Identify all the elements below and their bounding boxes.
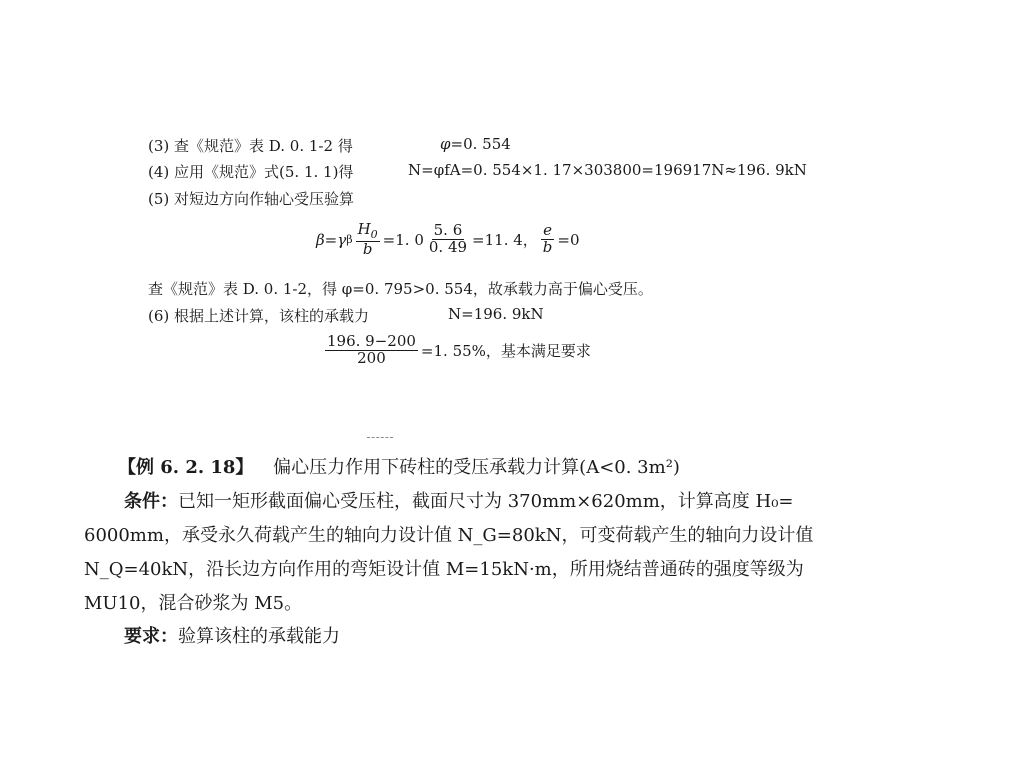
step-3-label: (3) 查《规范》表 D. 0. 1-2 得 xyxy=(148,137,353,155)
condition-line-1 xyxy=(124,487,794,513)
fraction-deviation-numerator: 196. 9−200 xyxy=(327,332,416,350)
separator-dash xyxy=(367,437,393,438)
condition-line-3: N_Q=40kN，沿长边方向作用的弯矩设计值 M=15kN·m，所用烧结普通砖的强度等级为 xyxy=(84,559,804,580)
step-6-label: (6) 根据上述计算，该柱的承载力 xyxy=(148,307,370,325)
requirement-label: 要求： xyxy=(124,626,178,647)
condition-line-2: 6000mm，承受永久荷载产生的轴向力设计值 N_G=80kN，可变荷载产生的轴向力设计值 xyxy=(84,525,814,546)
gamma-symbol: γ xyxy=(337,230,347,249)
formula-end: =0 xyxy=(557,230,580,249)
step-3-result xyxy=(440,135,511,153)
fraction-deviation xyxy=(325,334,418,367)
fraction-e-denominator: b xyxy=(542,238,553,257)
example-tag: 【例 6. 2. 18】 xyxy=(118,457,254,478)
fraction-values-numerator: 5. 6 xyxy=(433,221,463,240)
h-sub: 0 xyxy=(370,228,378,241)
step-6-equation: N=196. 9kN xyxy=(448,305,544,323)
fraction-e-b xyxy=(541,223,555,256)
fraction-h0-denominator: b xyxy=(362,239,373,258)
fraction-h0-b xyxy=(356,222,380,257)
beta-lhs: β= xyxy=(316,230,338,249)
phi-symbol: φ xyxy=(440,135,451,153)
formula-mid2: =11. 4， xyxy=(472,231,538,250)
fraction-values-denominator: 0. 49 xyxy=(428,238,468,257)
formula-mid: =1. 0 xyxy=(382,230,424,249)
step-5-label: (5) 对短边方向作轴心受压验算 xyxy=(148,190,355,208)
fraction-h0-numerator xyxy=(356,222,380,242)
fraction-values xyxy=(427,223,469,256)
check-line: 查《规范》表 D. 0. 1-2，得 φ=0. 795>0. 554，故承载力高于偏心受压。 xyxy=(148,280,653,298)
formula-deviation xyxy=(322,334,591,367)
phi-value: =0. 554 xyxy=(450,135,511,153)
fraction-deviation-denominator: 200 xyxy=(357,348,386,367)
gamma-sub: β xyxy=(346,233,353,247)
condition-line-4: MU10，混合砂浆为 M5。 xyxy=(84,593,303,614)
step-4-label: (4) 应用《规范》式(5. 1. 1)得 xyxy=(148,163,354,181)
example-title: 偏心压力作用下砖柱的受压承载力计算(A<0. 3m²) xyxy=(273,457,680,478)
requirement-text: 验算该柱的承载能力 xyxy=(178,626,340,647)
fraction-e-numerator: e xyxy=(543,221,553,240)
example-heading xyxy=(118,453,680,479)
condition-text-1: 已知一矩形截面偏心受压柱，截面尺寸为 370mm×620mm，计算高度 H₀= xyxy=(178,491,794,512)
step-4-equation: N=φfA=0. 554×1. 17×303800=196917N≈196. 9kN xyxy=(408,161,807,179)
requirement-line xyxy=(124,622,340,648)
formula-beta xyxy=(316,222,580,257)
h-symbol: H xyxy=(357,220,371,238)
deviation-result: =1. 55%，基本满足要求 xyxy=(420,341,591,360)
condition-label: 条件： xyxy=(124,491,178,512)
